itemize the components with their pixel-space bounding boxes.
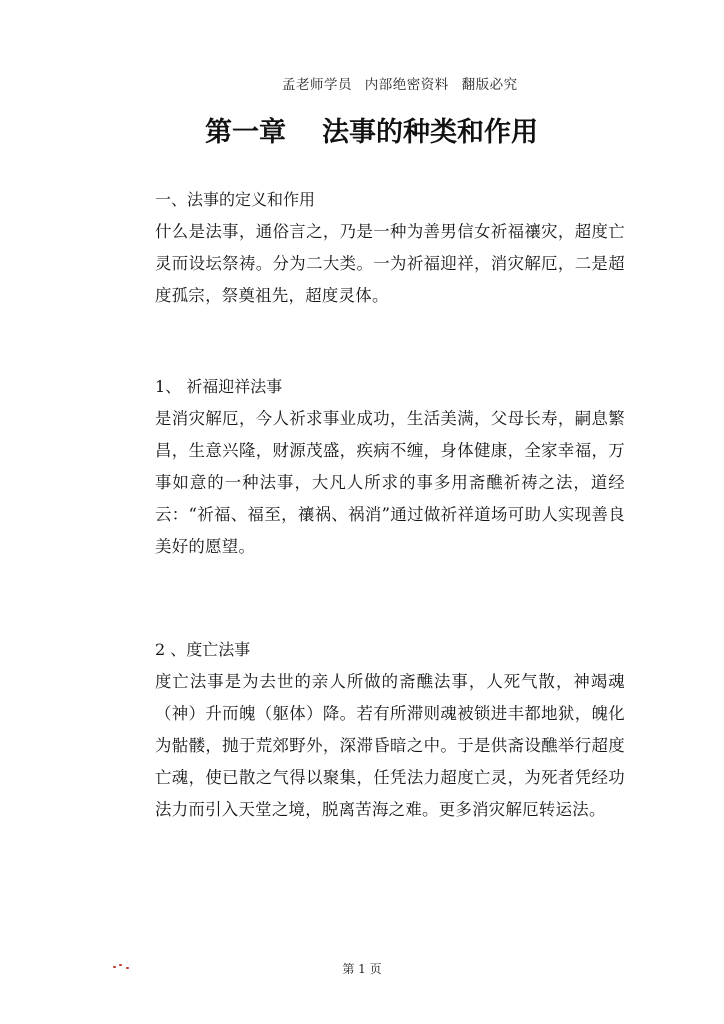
chapter-title-text: 法事的种类和作用	[322, 117, 538, 148]
chapter-number: 第一章	[205, 117, 286, 148]
section-deliverance-heading: 2 、度亡法事	[155, 640, 251, 659]
section-deliverance	[155, 636, 625, 826]
section-deliverance-body: 度亡法事是为去世的亲人所做的斋醮法事，人死气散，神竭魂（神）升而魄（躯体）降。若有所滞则魂被锁进丰都地狱，魄化为骷髅，抛于荒郊野外，深滞昏暗之中。于是供斋设醮举行超度亡魂，使已散之气得以聚集，任凭法力超度亡灵，为死者凭经功法力而引入天堂之境，脱离苦海之难。更多消灾解厄转运法。	[155, 672, 625, 819]
section-definition-heading: 一、法事的定义和作用	[155, 190, 316, 209]
section-blessing-body: 是消灾解厄，今人祈求事业成功，生活美满，父母长寿，嗣息繁昌，生意兴隆，财源茂盛，疾病不缠，身体健康，全家幸福，万事如意的一种法事，大凡人所求的事多用斋醮祈祷之法，道经云：“祈福、福至，禳祸、祸消”通过做祈祥道场可助人实现善良美好的愿望。	[155, 409, 625, 556]
section-definition	[155, 186, 625, 312]
section-blessing-heading: 1、 祈福迎祥法事	[155, 377, 283, 396]
chapter-title	[205, 110, 538, 149]
confidential-header-note	[282, 73, 526, 93]
header-copyright-label: 翻版必究	[461, 77, 518, 93]
scan-speck-mark	[113, 964, 133, 970]
header-student-label: 孟老师学员	[282, 77, 352, 93]
section-blessing	[155, 373, 625, 563]
section-definition-body: 什么是法事，通俗言之，乃是一种为善男信女祈福禳灾，超度亡灵而设坛祭祷。分为二大类。一为祈福迎祥，消灾解厄，二是超度孤宗，祭奠祖先，超度灵体。	[155, 222, 625, 305]
page-number: 第 1 页	[342, 962, 382, 976]
header-confidential-label: 内部绝密资料	[364, 77, 449, 93]
